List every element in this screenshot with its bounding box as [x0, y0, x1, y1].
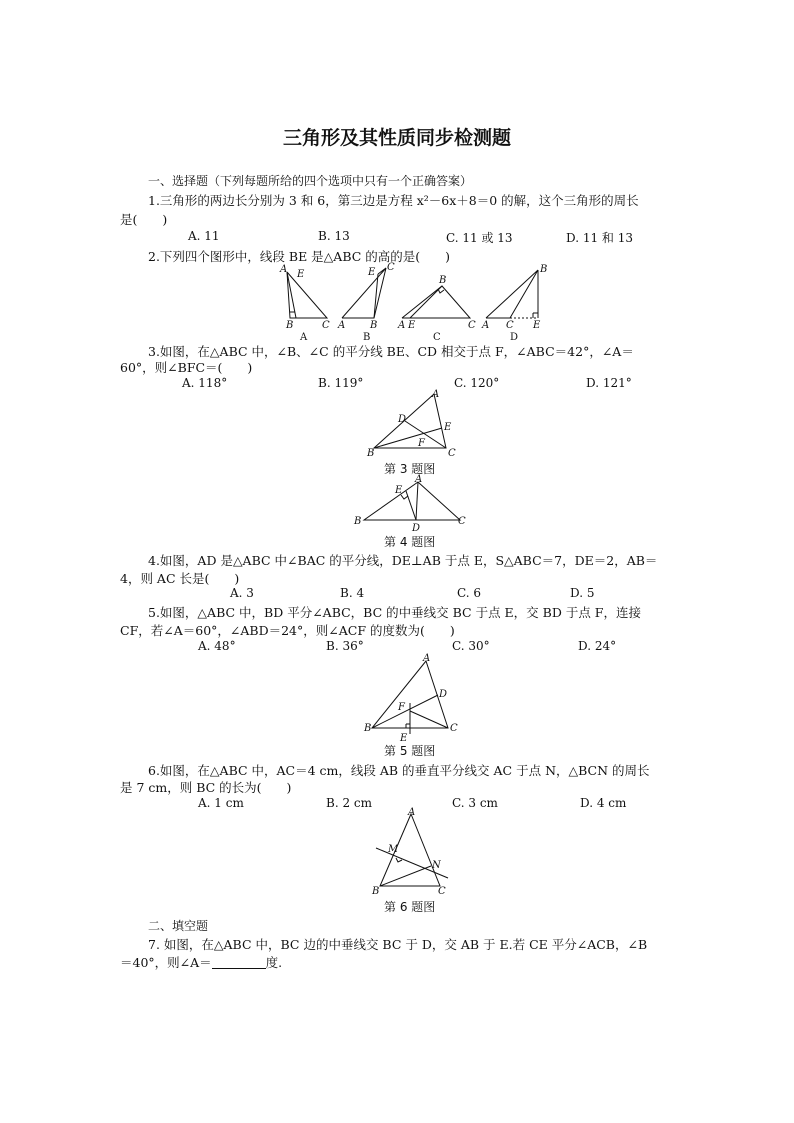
q6-stem-line2: 是 7 cm，则 BC 的长为( ): [120, 780, 292, 795]
q2-figure-d: [481, 264, 547, 342]
q4-option-a: A. 3: [230, 586, 254, 600]
svg-text:E: E: [297, 269, 305, 280]
q5-stem-line2: CF，若∠A＝60°，∠ABD＝24°，则∠ACF 的度数为( ): [120, 623, 455, 638]
q5-option-c: C. 30°: [452, 639, 490, 653]
svg-text:C: C: [450, 723, 458, 734]
svg-text:E: E: [444, 422, 452, 433]
svg-text:A: A: [398, 320, 406, 331]
svg-text:E: E: [408, 320, 416, 331]
svg-text:C: C: [322, 320, 330, 331]
q7-stem-line2-post: 度.: [265, 955, 283, 970]
svg-text:B: B: [354, 516, 362, 527]
svg-text:B: B: [439, 275, 447, 286]
svg-text:B: B: [540, 264, 548, 275]
q7-stem-line1: 7. 如图，在△ABC 中，BC 边的中垂线交 BC 于 D，交 AB 于 E.若 CE 平分∠ACB，∠B: [148, 937, 648, 952]
q3-option-a: A. 118°: [182, 376, 228, 390]
svg-text:A: A: [432, 389, 440, 400]
q2-figure-label-c: C: [433, 332, 441, 342]
svg-text:C: C: [506, 320, 514, 331]
svg-text:C: C: [468, 320, 476, 331]
q6-option-b: B. 2 cm: [326, 796, 372, 810]
svg-text:A: A: [338, 320, 346, 331]
q3-figure: [362, 388, 462, 460]
q3-figure-caption: 第 3 题图: [384, 462, 436, 476]
q7-stem-line2-pre: ＝40°，则∠A＝: [120, 955, 212, 970]
q6-figure: [366, 806, 456, 900]
svg-text:A: A: [423, 653, 431, 664]
q6-option-d: D. 4 cm: [580, 796, 627, 810]
q2-figure-c: [397, 275, 476, 342]
svg-text:B: B: [364, 723, 372, 734]
q2-figures: [270, 260, 560, 342]
q4-figure-caption: 第 4 题图: [384, 535, 436, 549]
q6-option-c: C. 3 cm: [452, 796, 498, 810]
q5-option-a: A. 48°: [198, 639, 236, 653]
q1-option-b: B. 13: [318, 229, 350, 243]
q5-figure: [360, 651, 470, 743]
svg-text:B: B: [372, 886, 380, 897]
q1-stem-line1: 1.三角形的两边长分别为 3 和 6，第三边是方程 x²－6x＋8＝0 的解，这个三角形的周长: [148, 193, 639, 208]
q4-option-b: B. 4: [340, 586, 365, 600]
q2-stem: 2.下列四个图形中，线段 BE 是△ABC 的高的是( ): [148, 249, 451, 264]
q7-stem-line2: [120, 953, 282, 971]
q3-option-b: B. 119°: [318, 376, 364, 390]
q7-answer-blank[interactable]: [212, 957, 266, 969]
section-choice-heading: 一、选择题（下列每题所给的四个选项中只有一个正确答案）: [148, 174, 473, 188]
svg-text:D: D: [439, 689, 448, 700]
q3-stem-line2: 60°，则∠BFC＝( ): [120, 360, 253, 375]
q3-option-d: D. 121°: [586, 376, 632, 390]
q1-option-c: C. 11 或 13: [446, 231, 513, 245]
svg-text:C: C: [387, 262, 395, 273]
q5-figure-caption: 第 5 题图: [384, 744, 436, 758]
q5-option-b: B. 36°: [326, 639, 364, 653]
page-title: 三角形及其性质同步检测题: [282, 127, 511, 149]
q3-stem-line1: 3.如图，在△ABC 中，∠B、∠C 的平分线 BE、CD 相交于点 F，∠ABC＝42°，∠A＝: [148, 344, 634, 359]
svg-text:M: M: [388, 844, 399, 855]
svg-text:N: N: [432, 860, 441, 871]
q4-figure: [350, 474, 475, 532]
q6-option-a: A. 1 cm: [198, 796, 244, 810]
svg-text:D: D: [412, 523, 421, 532]
svg-text:E: E: [533, 320, 541, 331]
q6-stem-line1: 6.如图，在△ABC 中，AC＝4 cm，线段 AB 的垂直平分线交 AC 于点 N，△BCN 的周长: [148, 763, 650, 778]
q1-option-d: D. 11 和 13: [566, 231, 633, 245]
q1-option-a: A. 11: [188, 229, 220, 243]
svg-text:A: A: [408, 807, 416, 818]
svg-text:B: B: [367, 448, 375, 459]
q5-option-d: D. 24°: [578, 639, 617, 653]
q3-option-c: C. 120°: [454, 376, 500, 390]
q2-figure-a: [279, 264, 330, 342]
svg-text:B: B: [286, 320, 294, 331]
q2-figure-label-b: B: [363, 332, 371, 342]
svg-text:C: C: [448, 448, 456, 459]
q2-figure-label-d: D: [510, 332, 519, 342]
svg-text:E: E: [368, 267, 376, 278]
svg-text:A: A: [280, 264, 288, 275]
section-fill-heading: 二、填空题: [148, 919, 209, 933]
svg-text:A: A: [482, 320, 490, 331]
q4-option-c: C. 6: [457, 586, 482, 600]
svg-text:F: F: [418, 438, 425, 449]
svg-text:C: C: [458, 516, 466, 527]
q6-figure-caption: 第 6 题图: [384, 900, 436, 914]
svg-text:B: B: [370, 320, 378, 331]
q5-stem-line1: 5.如图，△ABC 中，BD 平分∠ABC，BC 的中垂线交 BC 于点 E，交 BD 于点 F，连接: [148, 605, 641, 620]
q2-figure-b: [337, 262, 395, 342]
q4-option-d: D. 5: [570, 586, 595, 600]
svg-text:D: D: [398, 414, 407, 425]
q2-figure-label-a: A: [300, 332, 308, 342]
svg-text:A: A: [415, 474, 423, 485]
q4-stem-line1: 4.如图，AD 是△ABC 中∠BAC 的平分线，DE⊥AB 于点 E，S△ABC＝7，DE＝2，AB＝: [148, 553, 658, 568]
svg-text:E: E: [400, 733, 408, 743]
svg-text:C: C: [438, 886, 446, 897]
q1-stem-line2: 是( ): [120, 212, 168, 227]
svg-text:F: F: [398, 702, 405, 713]
q4-stem-line2: 4，则 AC 长是( ): [120, 571, 240, 586]
svg-text:E: E: [395, 485, 403, 496]
